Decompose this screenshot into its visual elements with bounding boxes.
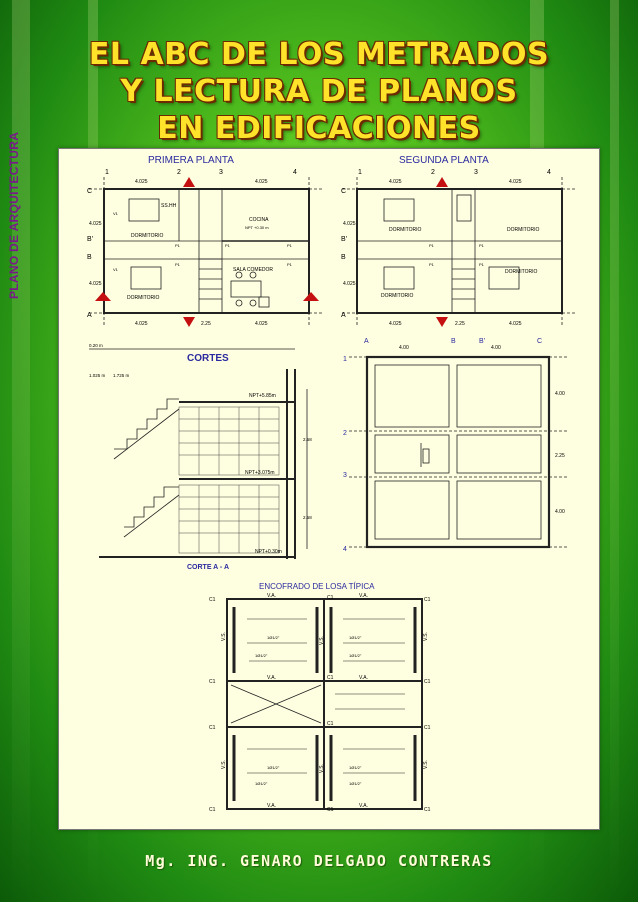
plan1-axis-b: B [87,254,92,261]
plan2-axis-a: A [341,312,346,319]
plan2-dim: 2.25 [455,321,465,327]
plan1-dim: 4.025 [89,281,102,287]
beam-label: V.A. [267,593,276,599]
room-label: SS.HH [161,203,177,209]
column-label: C1 [209,807,216,813]
door-mark: P1 [287,243,292,248]
column-label: C1 [209,679,216,685]
door-mark: P1 [479,243,484,248]
plan2-dim: 4.025 [389,321,402,327]
column-label: C1 [424,725,431,731]
beam-label: V.S. [423,760,429,769]
plan-2 [342,177,577,327]
plan1-axis-b-prime: B' [87,236,94,243]
plan2-dim: 4.025 [389,179,402,185]
frame-axis-b-prime: B' [479,338,486,345]
beam-label: V.S. [319,764,325,773]
beam-label: V.A. [267,675,276,681]
plan2-axis-b: B [341,254,346,261]
room-label: DORMITORIO [505,269,538,275]
door-mark: P1 [479,262,484,267]
plan2-dim: 4.025 [509,321,522,327]
column-label: C1 [327,675,334,681]
beam-label: V.S. [221,760,227,769]
plan2-axis-4: 4 [547,169,551,176]
frame-plan [349,357,567,547]
plan2-dim: 4.025 [343,281,356,287]
frame-dim: 2.25 [555,453,565,459]
room-label: DORMITORIO [127,295,160,301]
plan1-dim: 4.025 [135,321,148,327]
room-label: DORMITORIO [131,233,164,239]
door-mark: P1 [175,243,180,248]
plan2-axis-3: 3 [474,169,478,176]
frame-dim: 4.00 [555,391,565,397]
level-label: NPT+0.30m [255,549,282,555]
section-title: CORTES [187,353,229,364]
height-label: 2.58 [303,515,312,520]
window-mark: V1 [113,211,118,216]
drawing-sheet [7,131,600,830]
drawings-svg [59,149,599,829]
frame-dim: 4.00 [491,345,501,351]
plan2-dim: 4.025 [343,221,356,227]
plan1-axis-1: 1 [105,169,109,176]
plan1-dim: 4.025 [255,179,268,185]
door-mark: P1 [429,262,434,267]
plan1-axis-4: 4 [293,169,297,176]
section-drawing [89,349,307,559]
plan1-dim: 4.025 [255,321,268,327]
beam-label: V.A. [359,593,368,599]
frame-axis-1: 1 [343,356,347,363]
plan2-axis-1: 1 [358,169,362,176]
beam-label: V.S. [319,636,325,645]
plan2-axis-c: C [341,188,347,195]
book-title [0,36,638,147]
side-label: PLANO DE ARQUITECTURA [7,131,21,299]
level-label: NPT+5.85m [249,393,276,399]
column-label: C1 [327,807,334,813]
frame-axis-b: B [451,338,456,345]
plan2-axis-b-prime: B' [341,236,348,243]
frame-axis-a: A [364,338,369,345]
door-mark: P1 [175,262,180,267]
door-mark: P1 [429,243,434,248]
window-mark: V1 [113,267,118,272]
column-label: C1 [424,807,431,813]
frame-axis-4: 4 [343,546,347,553]
title-line-3: EN EDIFICACIONES [157,111,481,146]
plan2-dim: 4.025 [509,179,522,185]
section-dim: 0.20 m [89,343,103,348]
column-label: C1 [424,679,431,685]
column-label: C1 [327,721,334,727]
rebar-label: 1Ø1/2" [349,653,362,658]
plan1-title: PRIMERA PLANTA [148,155,234,166]
column-label: C1 [209,597,216,603]
section-dim: 1.725 m [113,373,130,378]
door-mark: P1 [287,262,292,267]
rebar-label: 1Ø1/2" [349,635,362,640]
beam-label: V.A. [267,803,276,809]
beam-label: V.A. [359,803,368,809]
column-label: C1 [209,725,216,731]
plan1-dim: 4.025 [135,179,148,185]
plan1-axis-c: C [87,188,93,195]
room-label: SALA COMEDOR [233,267,274,273]
rebar-label: 1Ø1/2" [255,653,268,658]
slab-title: ENCOFRADO DE LOSA TÍPICA [259,582,375,591]
section-dim: 1.025 m [89,373,106,378]
plan2-title: SEGUNDA PLANTA [399,155,489,166]
column-label: C1 [424,597,431,603]
rebar-label: 1Ø1/2" [267,635,280,640]
plan-1 [89,177,324,327]
rebar-label: 1Ø1/2" [349,765,362,770]
frame-axis-3: 3 [343,472,347,479]
author-name: Mg. ING. GENARO DELGADO CONTRERAS [145,852,493,870]
section-markers [95,177,448,327]
section-caption: CORTE A - A [187,564,229,571]
title-line-1: EL ABC DE LOS METRADOS [88,37,550,72]
slab-plan [227,599,422,809]
room-label: DORMITORIO [389,227,422,233]
room-label: NPT +0.30 m [245,225,269,230]
frame-axis-c: C [537,338,543,345]
plan1-axis-3: 3 [219,169,223,176]
beam-label: V.S. [221,632,227,641]
rebar-label: 1Ø1/2" [267,765,280,770]
level-label: NPT+3.075m [245,470,275,476]
room-label: DORMITORIO [381,293,414,299]
plan1-dim: 4.025 [89,221,102,227]
beam-label: V.S. [423,632,429,641]
frame-axis-2: 2 [343,430,347,437]
beam-label: V.A. [359,675,368,681]
plan1-dim: 2.25 [201,321,211,327]
frame-dim: 4.00 [399,345,409,351]
column-label: C1 [327,595,334,601]
room-label: DORMITORIO [507,227,540,233]
plan2-axis-2: 2 [431,169,435,176]
plan1-axis-2: 2 [177,169,181,176]
height-label: 2.58 [303,437,312,442]
frame-dim: 4.00 [555,509,565,515]
rebar-label: 1Ø1/2" [255,781,268,786]
door-mark: P1 [225,243,230,248]
plan1-axis-a: A [87,312,92,319]
rebar-label: 1Ø1/2" [349,781,362,786]
title-line-2: Y LECTURA DE PLANOS [120,74,518,109]
room-label: COCINA [249,217,269,223]
